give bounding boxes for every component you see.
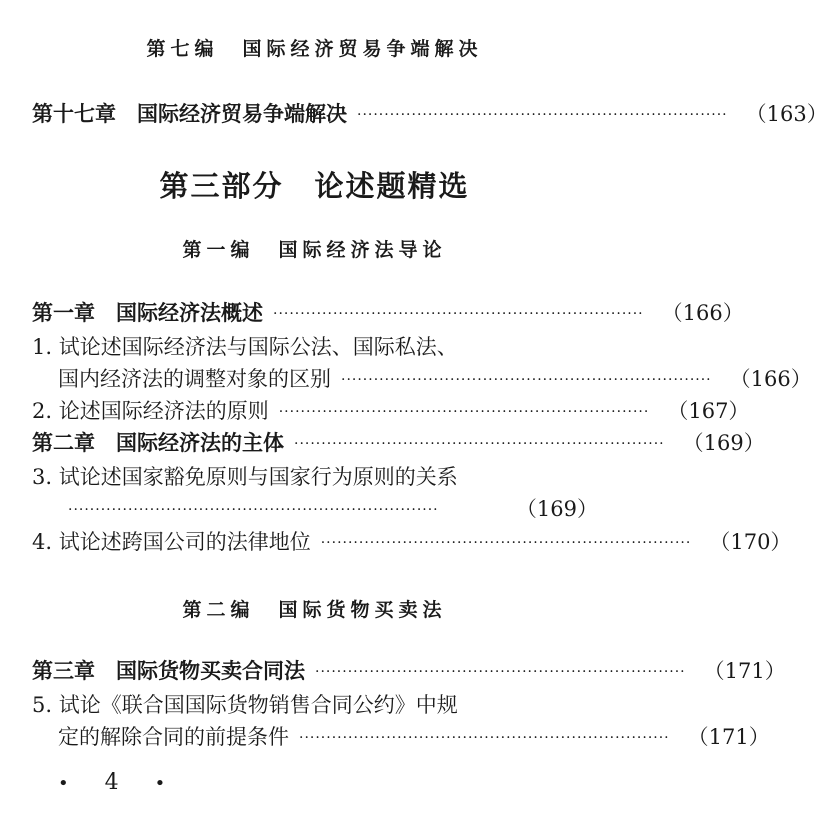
entry-title: 第一章 国际经济法概述 xyxy=(32,301,263,325)
section-heading-2: 第二编 国际货物买卖法 xyxy=(182,599,447,621)
dot-leader: ···································································· xyxy=(299,730,670,746)
toc-entry-q2 xyxy=(32,396,750,426)
toc-entry-q3-line2 xyxy=(58,494,598,524)
section-heading-7: 第七编 国际经济贸易争端解决 xyxy=(146,38,483,60)
entry-title: 4. 试论述跨国公司的法律地位 xyxy=(32,530,311,554)
toc-entry-q1-line1: 1. 试论述国际经济法与国际公法、国际私法、 xyxy=(32,335,458,359)
entry-page: （169） xyxy=(682,431,765,455)
entry-title: 第三章 国际货物买卖合同法 xyxy=(32,659,305,683)
toc-entry-chapter-1 xyxy=(32,298,744,328)
dot-leader: ···································································· xyxy=(315,664,686,680)
page-footer xyxy=(58,770,165,795)
dot-leader: ···································································· xyxy=(294,436,665,452)
dot-leader: ···································································· xyxy=(341,372,712,388)
dot-leader: ···································································· xyxy=(278,404,650,420)
entry-page: （171） xyxy=(687,725,770,749)
section-heading-1: 第一编 国际经济法导论 xyxy=(182,239,447,261)
page-number: 4 xyxy=(104,770,119,795)
entry-page: （166） xyxy=(661,301,744,325)
toc-entry-q1-line2 xyxy=(58,364,812,394)
dot-leader: ···································································· xyxy=(68,502,439,518)
toc-entry-chapter-17 xyxy=(32,99,828,129)
entry-page: （169） xyxy=(515,497,598,521)
part-heading-3: 第三部分 论述题精选 xyxy=(159,169,470,203)
entry-title: 第十七章 国际经济贸易争端解决 xyxy=(32,102,347,126)
entry-title: 定的解除合同的前提条件 xyxy=(58,725,289,749)
entry-page: （171） xyxy=(703,659,786,683)
toc-entry-chapter-3 xyxy=(32,656,786,686)
toc-entry-q5-line1: 5. 试论《联合国国际货物销售合同公约》中规 xyxy=(32,693,458,717)
footer-dot-right: • xyxy=(154,773,166,794)
entry-title: 第二章 国际经济法的主体 xyxy=(32,431,284,455)
entry-page: （163） xyxy=(745,102,828,126)
dot-leader: ···································································· xyxy=(357,107,728,123)
dot-leader: ···································································· xyxy=(273,306,644,322)
toc-entry-chapter-2 xyxy=(32,428,765,458)
toc-entry-q5-line2 xyxy=(58,722,770,752)
entry-title: 国内经济法的调整对象的区别 xyxy=(58,367,331,391)
toc-entry-q4 xyxy=(32,527,792,557)
entry-page: （166） xyxy=(729,367,812,391)
entry-page: （167） xyxy=(667,399,750,423)
footer-dot-left: • xyxy=(58,773,69,794)
entry-page: （170） xyxy=(709,530,792,554)
entry-title: 2. 论述国际经济法的原则 xyxy=(32,399,269,423)
toc-entry-q3-line1: 3. 试论述国家豁免原则与国家行为原则的关系 xyxy=(32,465,458,489)
dot-leader: ···································································· xyxy=(320,535,692,551)
